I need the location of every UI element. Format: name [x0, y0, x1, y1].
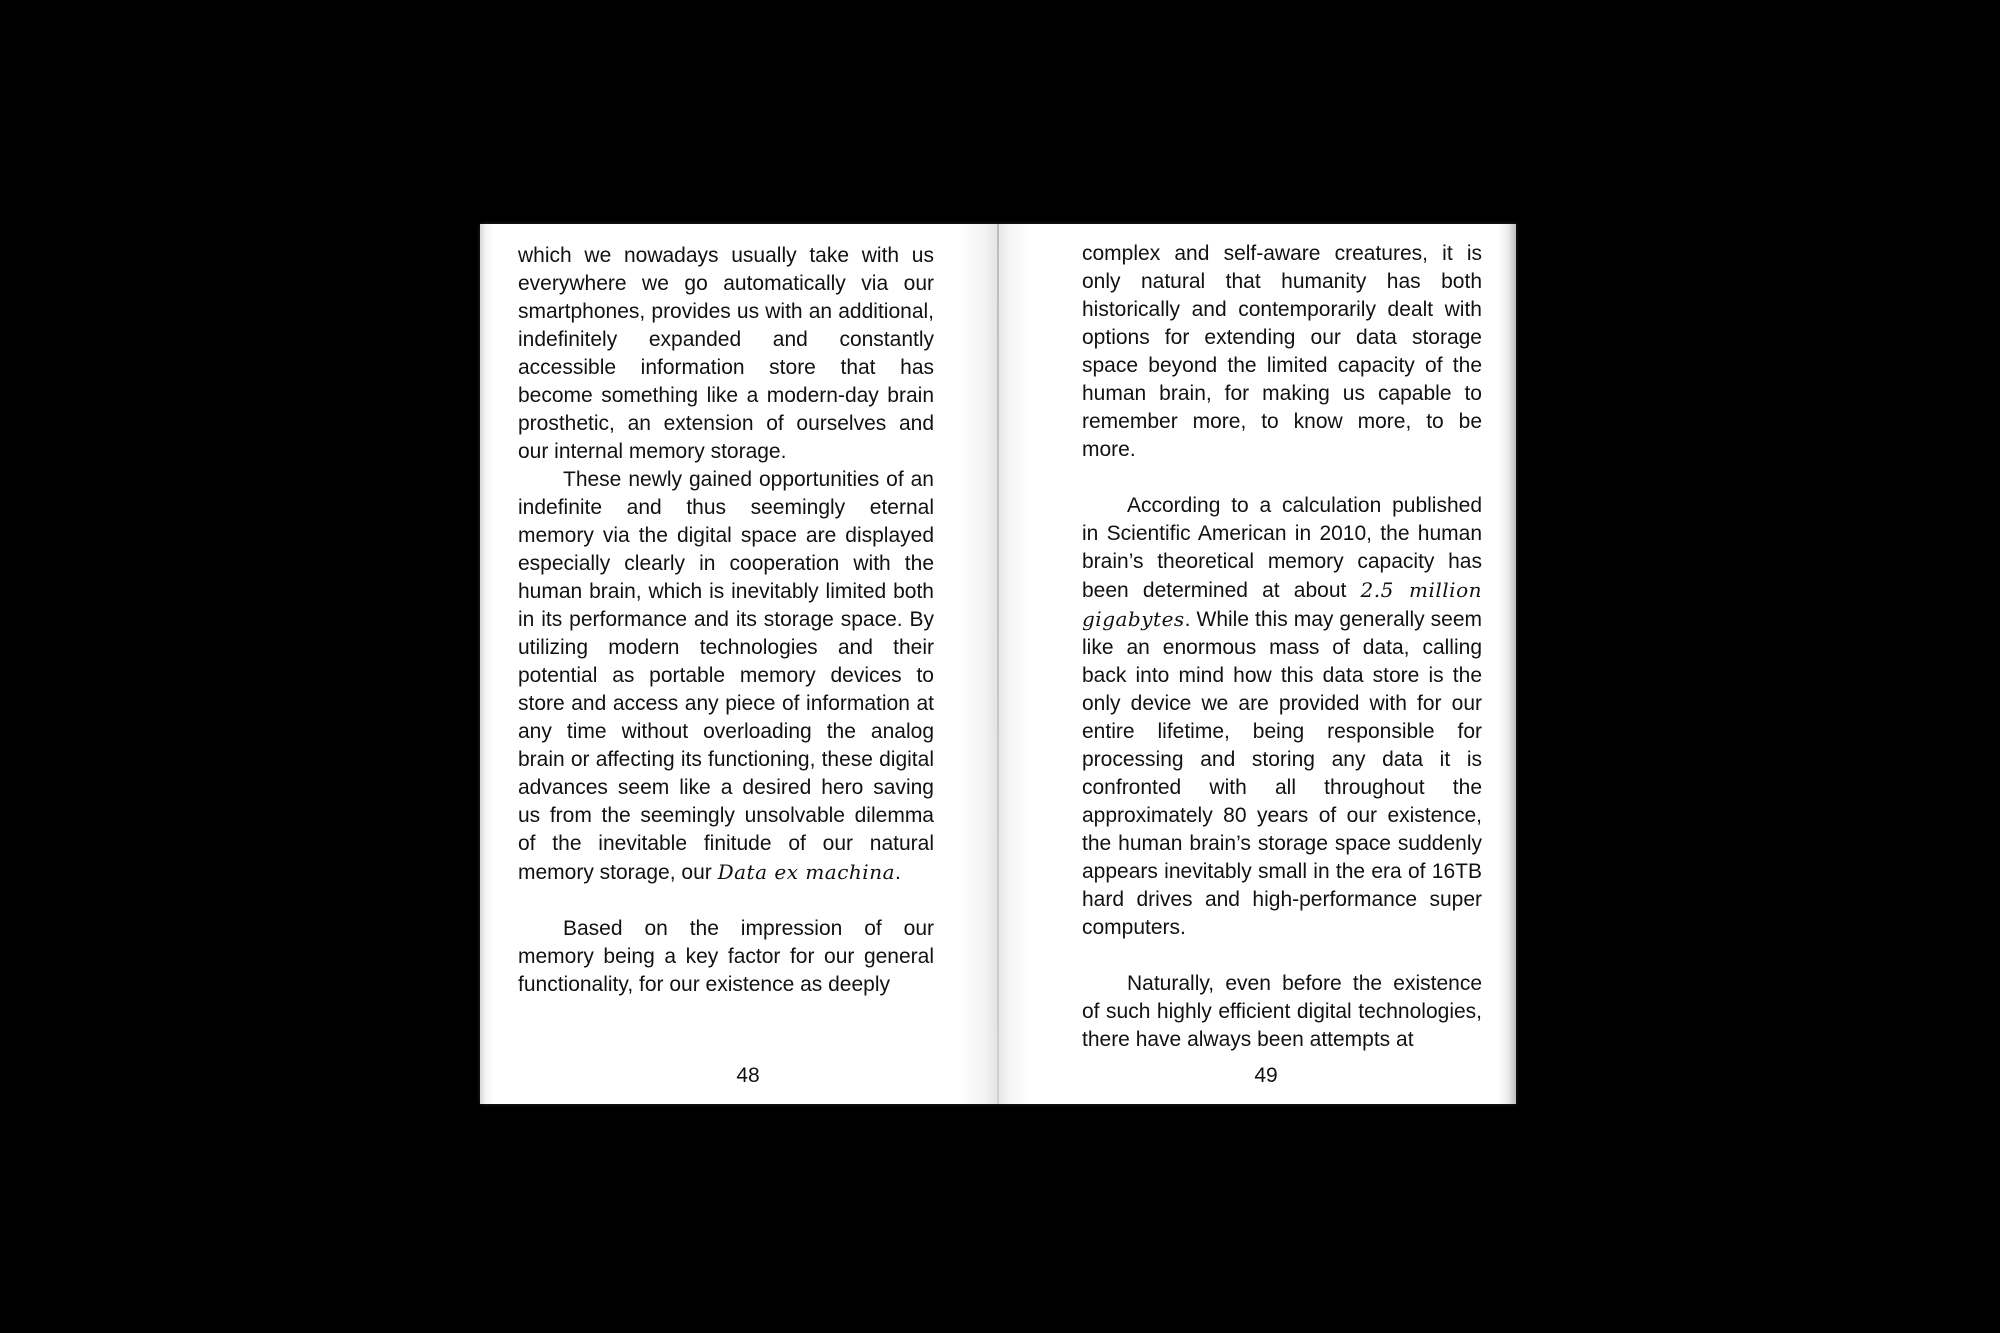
page-number-right: 49	[1254, 1064, 1278, 1087]
right-page-body	[1082, 240, 1482, 1054]
right-paragraph-2-after: . While this may generally seem like an enormous mass of data, calling back into mind how this data store is the only device we are provided with for our entire lifetime, being responsible for processing and storing any data it is confronted with all throughout the approximately 80 years of our existence, the human brain’s storage space suddenly appears inevitably small in the era of 16TB hard drives and high-performance super computers.	[1082, 608, 1482, 939]
right-paragraph-3-text: Naturally, even before the existence of such highly efficient digital technologies, there have always been attempts at	[1082, 972, 1482, 1051]
right-paragraph-3	[1082, 970, 1482, 1054]
script-phrase-data-ex-machina: Data ex machina	[717, 860, 895, 884]
script-phrase-gigabytes: 2.5 million gigabytes	[1082, 578, 1483, 631]
book-spine-gutter	[997, 224, 999, 1104]
right-paragraph-2-text: According to a calculation published in Scientific American in 2010, the human brain’s theoretical memory capacity has been determined at about	[1082, 494, 1482, 602]
right-paragraph-1-text: complex and self-aware creatures, it is only natural that humanity has both historically and contemporarily dealt with options for extending our data storage space beyond the limited capacity of the human brain, for making us capable to remember more, to know more, to be more.	[1082, 242, 1482, 461]
right-page	[998, 224, 1516, 1104]
left-page-body	[518, 242, 934, 999]
right-paragraph-2	[1082, 492, 1482, 942]
left-paragraph-3-text: Based on the impression of our memory being a key factor for our general functionality, for our existence as deeply	[518, 917, 934, 996]
page-number-left: 48	[736, 1064, 760, 1087]
left-paragraph-1	[518, 242, 934, 466]
left-paragraph-1-text: which we nowadays usually take with us everywhere we go automatically via our smartphones, provides us with an additional, indefinitely expanded and constantly accessible information store that has become something like a modern-day brain prosthetic, an extension of ourselves and our internal memory storage.	[518, 244, 934, 463]
open-booklet	[480, 224, 1516, 1104]
left-page	[480, 224, 998, 1104]
left-paragraph-2-after: .	[895, 861, 901, 884]
right-paragraph-1	[1082, 240, 1482, 464]
left-paragraph-2	[518, 466, 934, 887]
left-paragraph-2-text: These newly gained opportunities of an indefinite and thus seemingly eternal memory via the digital space are displayed especially clearly in cooperation with the human brain, which is inevitably limited both in its performance and its storage space. By utilizing modern technologies and their potential as portable memory devices to store and access any piece of information at any time without overloading the analog brain or affecting its functioning, these digital advances seem like a desired hero saving us from the seemingly unsolvable dilemma of the inevitable finitude of our natural memory storage, our	[518, 468, 934, 884]
left-paragraph-3	[518, 915, 934, 999]
